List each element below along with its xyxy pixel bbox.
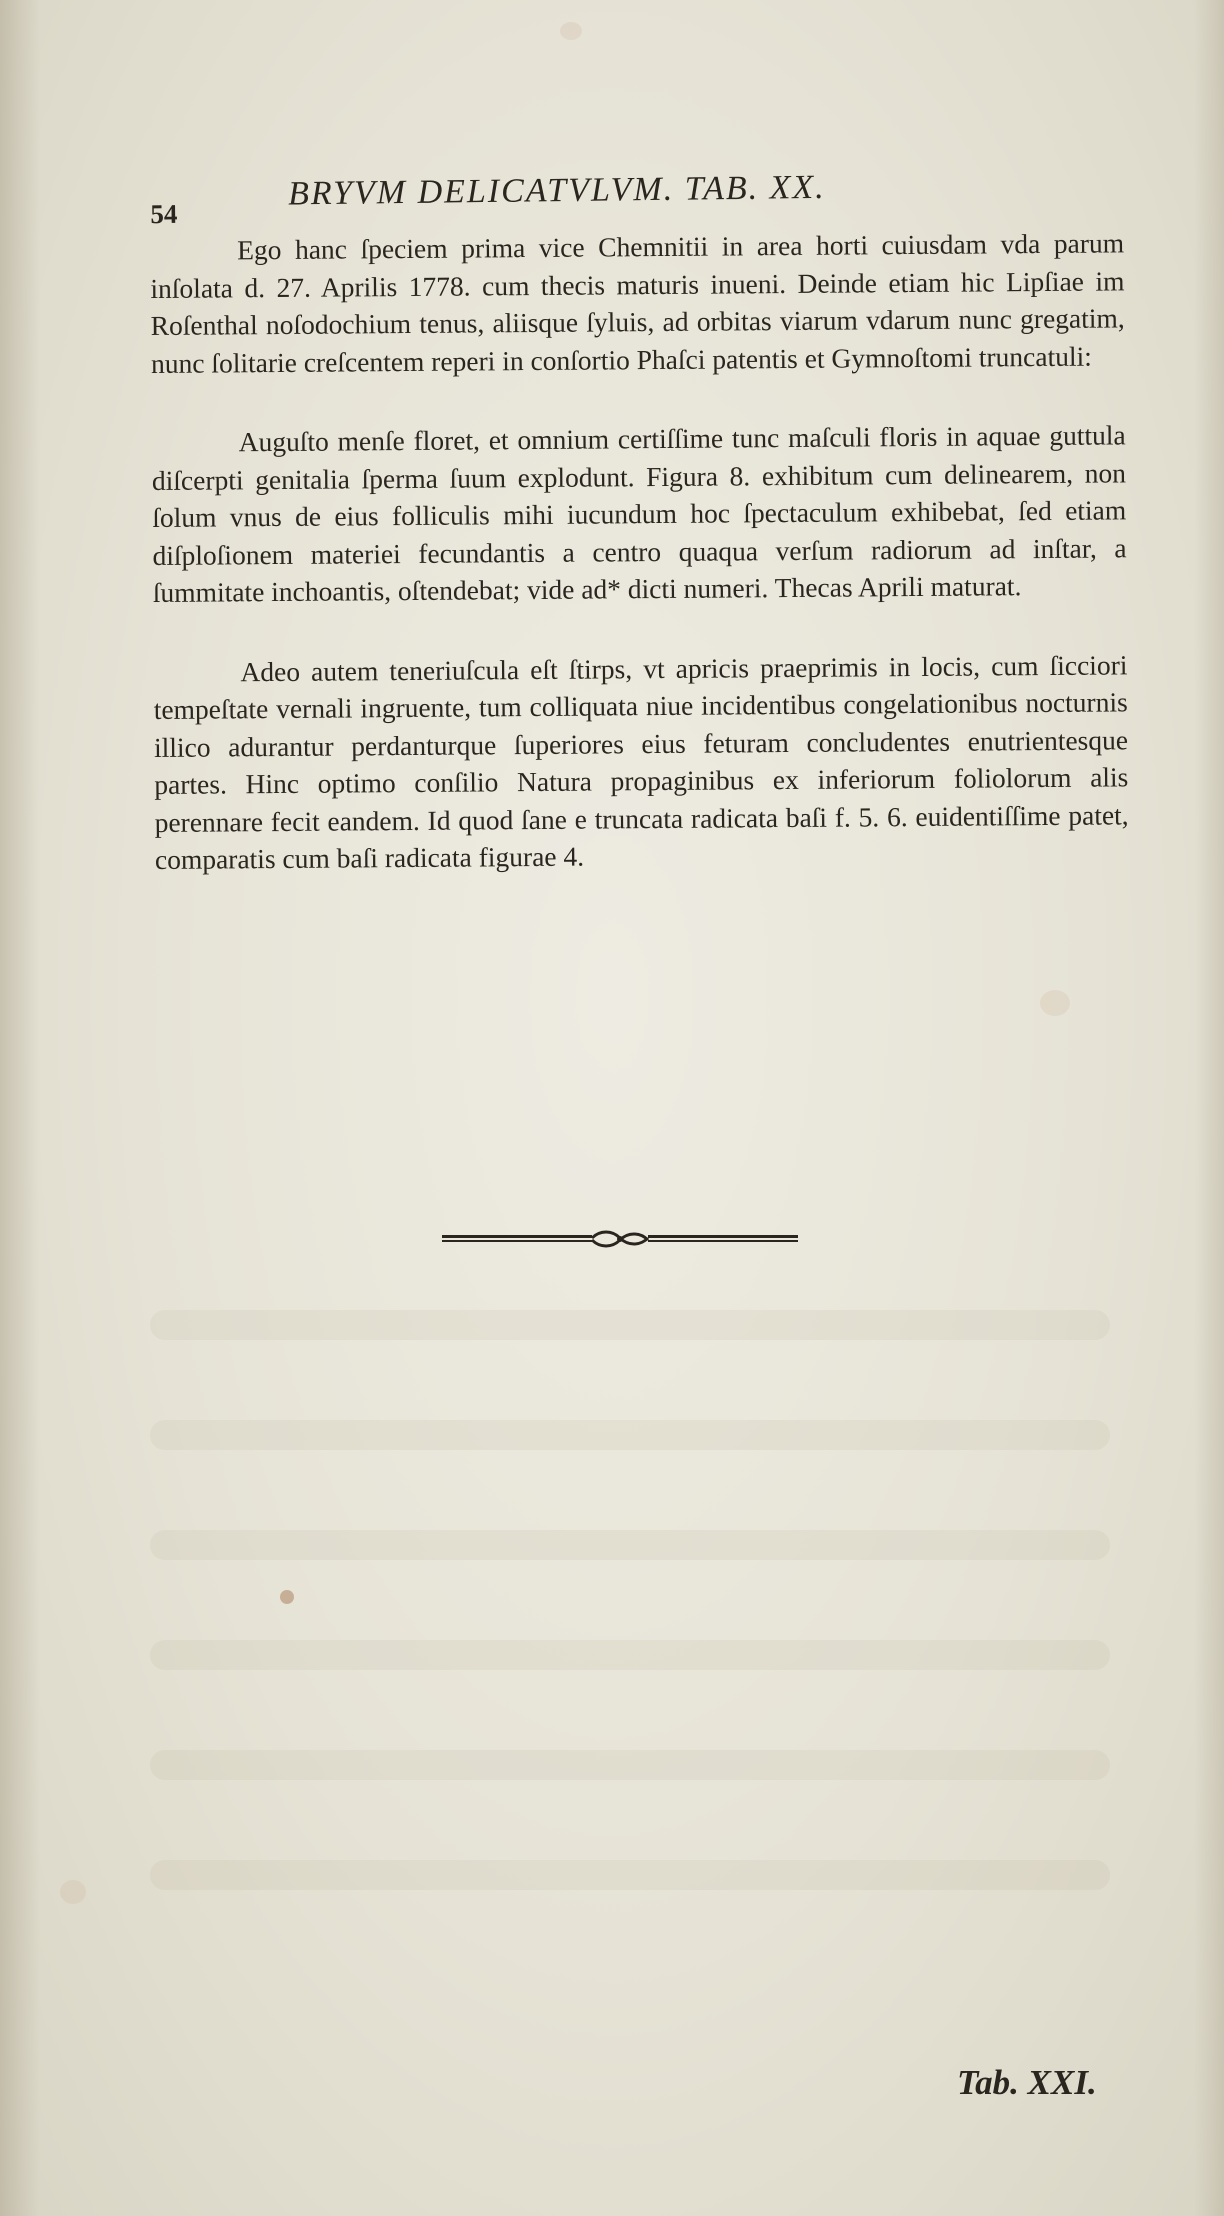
show-through-line <box>150 1310 1110 1340</box>
body-text <box>150 224 1129 920</box>
foxing-stain <box>280 1590 294 1604</box>
show-through-line <box>150 1640 1110 1670</box>
foxing-stain <box>60 1880 86 1904</box>
show-through-line <box>150 1750 1110 1780</box>
paragraph: Ego hanc ſpeciem prima vice Chemnitii in area horti cuiusdam vda parum inſolata d. 27. Aprilis 1778. cum thecis maturis inueni. Deinde etiam hic Lipſiae im Roſenthal noſodochium tenus, aliisque ſyluis, ad orbitas viarum vdarum nunc gregatim, nunc ſolitarie creſcentem reperi in conſortio Phaſci patentis et Gymnoſtomi truncatuli: <box>150 227 1125 379</box>
page-header <box>150 145 991 230</box>
catchword: Tab. XXI. <box>957 2063 1097 2102</box>
ornament-rule-icon <box>442 1228 798 1250</box>
show-through-line <box>150 1530 1110 1560</box>
foxing-stain <box>1040 990 1070 1016</box>
running-head: BRYVM DELICATVLVM. TAB. XX. <box>287 168 826 213</box>
show-through-line <box>150 1860 1110 1890</box>
paragraph: Adeo autem teneriuſcula eſt ſtirps, vt apricis praeprimis in locis, cum ſicciori tempeſtate vernali ingruente, tum colliquata niue incidentibus congelationibus nocturnis illico adurantur perdanturque ſuperiores eius feturam concludentes enutrientesque partes. Hinc optimo conſilio Natura propaginibus ex inferiorum foliolorum alis perennare fecit eandem. Id quod ſane e truncata radicata baſi f. 5. 6. euidentiſſime patet, comparatis cum baſi radicata figurae 4. <box>153 648 1129 875</box>
paragraph: Auguſto menſe floret, et omnium certiſſime tunc maſculi floris in aquae guttula diſcerpti genitalia ſperma ſuum explodunt. Figura 8. exhibitum cum delinearem, non ſolum vnus de eius folliculis mihi iucundum hoc ſpectaculum exhibebat, ſed etiam diſploſionem materiei fecundantis a centro quaqua verſum radiorum ad inſtar, a ſummitate inchoantis, oſtendebat; vide ad* dicti numeri. Thecas Aprili maturat. <box>151 419 1127 608</box>
show-through-line <box>150 1420 1110 1450</box>
page-number: 54 <box>150 198 178 230</box>
foxing-stain <box>560 22 582 40</box>
